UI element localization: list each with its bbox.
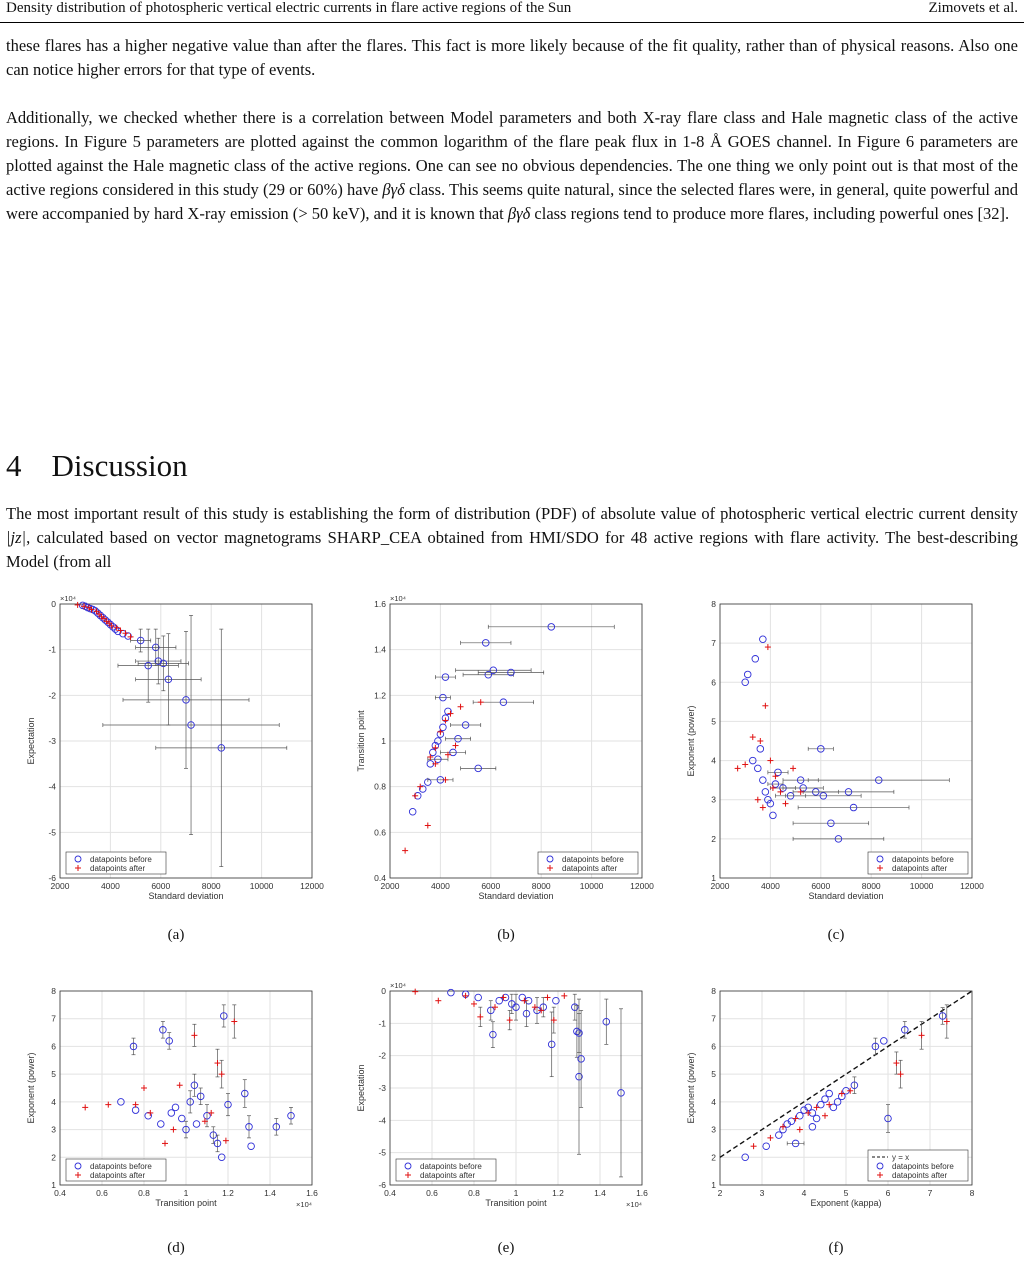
x-axis-label: Standard deviation <box>808 891 884 901</box>
figure-a <box>20 588 324 908</box>
x-tick-label: 1 <box>513 1188 519 1198</box>
y-tick-label: 2 <box>711 1152 716 1163</box>
x-tick-label: 3 <box>759 1188 765 1198</box>
x-tick-label: 1.6 <box>636 1188 648 1198</box>
y-tick-label: 6 <box>51 1041 56 1052</box>
x-tick-label: 8000 <box>201 881 221 891</box>
legend <box>66 1159 166 1181</box>
y-axis-label: Transition point <box>356 710 366 772</box>
x-tick-label: 4 <box>801 1188 807 1198</box>
legend <box>868 1150 968 1181</box>
y-tick-label: 5 <box>51 1069 56 1080</box>
legend-label: datapoints after <box>90 1171 146 1180</box>
x-tick-label: 4000 <box>100 881 120 891</box>
y-tick-label: 4 <box>711 755 716 766</box>
x-tick-label: 8000 <box>531 881 551 891</box>
x-tick-label: 2000 <box>380 881 400 891</box>
x-tick-label: 6000 <box>811 881 831 891</box>
legend-label: datapoints before <box>90 855 152 864</box>
legend <box>538 852 638 874</box>
y-tick-label: 1.4 <box>374 644 386 655</box>
legend-label: datapoints before <box>892 855 954 864</box>
x-tick-label: 0.8 <box>468 1188 480 1198</box>
x-tick-label: 0.6 <box>426 1188 438 1198</box>
legend-label: datapoints after <box>562 864 618 873</box>
paragraph-1: these flares has a higher negative value than after the flares. This fact is more likely because of the fit quality, rather than of physical reasons. Also one can notice higher errors for that type of events. <box>6 36 1018 79</box>
y-tick-label: 4 <box>711 1096 716 1107</box>
x-tick-label: 2000 <box>50 881 70 891</box>
x-tick-label: 1.6 <box>306 1188 318 1198</box>
y-tick-label: 1 <box>51 1180 56 1190</box>
scatter-plot-a <box>20 588 324 908</box>
caption-a: (a) <box>167 927 185 943</box>
y-tick-label: 8 <box>51 986 56 996</box>
figure-f <box>680 975 980 1215</box>
x-tick-label: 7 <box>927 1188 933 1198</box>
y-tick-label: 0.4 <box>374 873 386 883</box>
x-tick-label: 6 <box>885 1188 891 1198</box>
y-tick-label: 6 <box>711 1041 716 1052</box>
scatter-plot-f <box>680 975 980 1215</box>
y-tick-label: 4 <box>51 1096 56 1107</box>
x-tick-label: 0.4 <box>54 1188 66 1198</box>
y-tick-label: 3 <box>51 1124 56 1135</box>
y-tick-label: 1 <box>711 1180 716 1190</box>
x-tick-label: 6000 <box>481 881 501 891</box>
legend-label: datapoints before <box>420 1162 482 1171</box>
math-energy: > 50 keV <box>298 204 360 223</box>
y-axis-label: Expectation <box>26 717 36 765</box>
running-header <box>6 0 1018 22</box>
x-tick-label: 1.4 <box>594 1188 606 1198</box>
x-tick-label: 12000 <box>300 881 324 891</box>
math-jz: |jz| <box>6 528 27 547</box>
y-multiplier: ×10⁴ <box>390 594 406 603</box>
x-tick-label: 5 <box>843 1188 849 1198</box>
x-axis-label: Exponent (kappa) <box>810 1198 882 1208</box>
x-tick-label: 1 <box>183 1188 189 1198</box>
x-tick-label: 12000 <box>630 881 654 891</box>
y-tick-label: 1 <box>381 736 386 746</box>
y-tick-label: -5 <box>378 1147 386 1158</box>
y-axis-label: Exponent (power) <box>686 1052 696 1124</box>
caption-e: (e) <box>497 1240 515 1256</box>
y-tick-label: -1 <box>48 644 56 655</box>
legend-label: datapoints after <box>90 864 146 873</box>
legend <box>868 852 968 874</box>
y-tick-label: 5 <box>711 716 716 727</box>
legend-label: datapoints after <box>892 864 948 873</box>
paragraph-2: Additionally, we checked whether there is a correlation between Model parameters and both X-ray flare class and Hale magnetic class of the active regions. In Figure 5 parameters are plotted against the common logarithm of the flare peak flux in 1-8 Å GOES channel. In Figure 6 parameters are plotted against the Hale magnetic class of the active regions. One can see no obvious dependencies. The one thing we only point out is that most of the active regions considered in this study (29 or 60%) have βγδ class. This seems quite natural, since the selected flares were, in general, quite powerful and were accompanied by hard X-ray emission (> 50 keV), and it is known that βγδ class regions tend to produce more flares, including powerful ones [32]. <box>6 108 1018 223</box>
y-tick-label: -1 <box>378 1018 386 1029</box>
x-tick-label: 2000 <box>710 881 730 891</box>
math-class-2: βγδ <box>507 204 531 223</box>
figure-b <box>350 588 654 908</box>
y-axis-label: Expectation <box>356 1064 366 1112</box>
legend-label: datapoints before <box>562 855 624 864</box>
x-multiplier: ×10⁴ <box>626 1200 642 1209</box>
caption-d: (d) <box>167 1240 185 1256</box>
y-tick-label: 3 <box>711 1124 716 1135</box>
y-tick-label: 6 <box>711 677 716 688</box>
x-tick-label: 10000 <box>249 881 274 891</box>
x-axis-label: Transition point <box>485 1198 547 1208</box>
x-tick-label: 1.4 <box>264 1188 276 1198</box>
y-tick-label: 7 <box>711 638 716 649</box>
x-axis-label: Transition point <box>155 1198 217 1208</box>
y-tick-label: -6 <box>378 1180 386 1190</box>
y-tick-label: 8 <box>711 986 716 996</box>
scatter-plot-e <box>350 975 650 1215</box>
y-axis-label: Exponent (power) <box>26 1052 36 1124</box>
scatter-plot-c <box>680 588 984 908</box>
legend-label: datapoints after <box>892 1171 948 1180</box>
figure-e <box>350 975 650 1215</box>
caption-b: (b) <box>497 927 515 943</box>
header-rule <box>0 22 1024 23</box>
x-tick-label: 1.2 <box>552 1188 564 1198</box>
y-tick-label: -3 <box>378 1083 386 1093</box>
x-tick-label: 4000 <box>430 881 450 891</box>
y-axis-label: Exponent (power) <box>686 705 696 777</box>
y-tick-label: 0.6 <box>374 827 386 838</box>
y-tick-label: 0 <box>51 599 56 609</box>
y-tick-label: 1.6 <box>374 599 386 609</box>
y-multiplier: ×10⁴ <box>60 594 76 603</box>
y-tick-label: 5 <box>711 1069 716 1080</box>
y-tick-label: -3 <box>48 736 56 746</box>
figure-c <box>680 588 984 908</box>
x-axis-label: Standard deviation <box>148 891 224 901</box>
y-tick-label: 3 <box>711 794 716 805</box>
header-title: Density distribution of photospheric vertical electric currents in flare active regions of the Sun <box>6 0 572 16</box>
y-tick-label: 1 <box>711 873 716 883</box>
y-tick-label: 7 <box>51 1013 56 1024</box>
y-tick-label: 0 <box>381 986 386 996</box>
caption-f: (f) <box>828 1240 844 1256</box>
y-tick-label: -2 <box>48 690 56 701</box>
x-tick-label: 4000 <box>760 881 780 891</box>
y-tick-label: -6 <box>48 873 56 883</box>
x-axis-label: Standard deviation <box>478 891 554 901</box>
math-class: βγδ <box>382 180 405 199</box>
x-tick-label: 0.4 <box>384 1188 396 1198</box>
y-tick-label: 2 <box>711 833 716 844</box>
y-tick-label: -4 <box>48 781 56 792</box>
y-multiplier: ×10⁴ <box>390 981 406 990</box>
x-tick-label: 2 <box>717 1188 723 1198</box>
y-tick-label: 1.2 <box>374 690 386 701</box>
legend-label: y = x <box>892 1153 910 1162</box>
header-authors: Zimovets et al. <box>928 0 1018 16</box>
y-tick-label: 0.8 <box>374 781 386 792</box>
y-tick-label: -4 <box>378 1115 386 1126</box>
x-tick-label: 6000 <box>151 881 171 891</box>
y-tick-label: -2 <box>378 1050 386 1061</box>
x-multiplier: ×10⁴ <box>296 1200 312 1209</box>
x-tick-label: 12000 <box>960 881 984 891</box>
legend-label: datapoints before <box>892 1162 954 1171</box>
caption-c: (c) <box>827 927 845 943</box>
y-tick-label: 2 <box>51 1152 56 1163</box>
x-tick-label: 1.2 <box>222 1188 234 1198</box>
y-tick-label: 7 <box>711 1013 716 1024</box>
y-tick-label: 8 <box>711 599 716 609</box>
legend <box>66 852 166 874</box>
x-tick-label: 0.6 <box>96 1188 108 1198</box>
x-tick-label: 0.8 <box>138 1188 150 1198</box>
x-tick-label: 8 <box>969 1188 975 1198</box>
y-tick-label: -5 <box>48 827 56 838</box>
figure-d <box>20 975 320 1215</box>
x-tick-label: 8000 <box>861 881 881 891</box>
paragraph-3: The most important result of this study is establishing the form of distribution (PDF) of absolute value of photospheric vertical electric current density |jz|, calculated based on vector magnetograms SHARP_CEA obtained from HMI/SDO for 48 active regions with flare activity. The best-describing Model (from all <box>6 504 1018 571</box>
scatter-plot-b <box>350 588 654 908</box>
section-heading: 4 Discussion <box>6 448 188 483</box>
x-tick-label: 10000 <box>909 881 934 891</box>
legend <box>396 1159 496 1181</box>
legend-label: datapoints before <box>90 1162 152 1171</box>
scatter-plot-d <box>20 975 320 1215</box>
x-tick-label: 10000 <box>579 881 604 891</box>
legend-label: datapoints after <box>420 1171 476 1180</box>
